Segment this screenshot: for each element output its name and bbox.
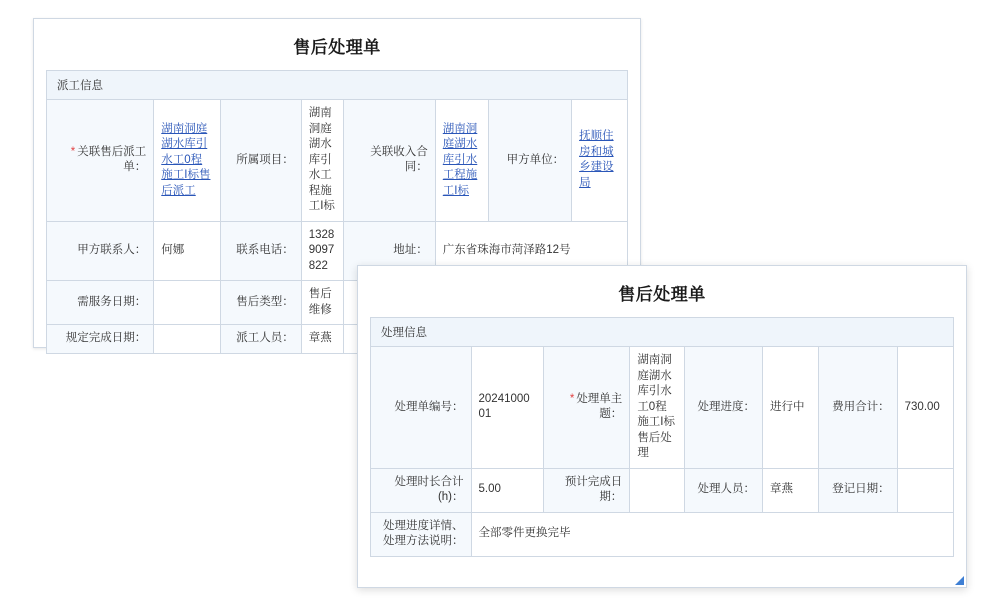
field-value-dispatch-person: 章燕 <box>301 325 343 354</box>
field-value-address: 广东省珠海市菏泽路12号 <box>435 221 627 281</box>
required-marker: * <box>70 145 76 158</box>
field-label-processing-order-no: 处理单编号： <box>371 347 472 469</box>
field-label-client-contact: 甲方联系人： <box>47 221 154 281</box>
field-value-processing-order-no: 2024100001 <box>471 347 543 469</box>
field-label-income-contract: 关联收入合同： <box>344 100 436 222</box>
table-row <box>371 347 954 469</box>
required-marker: * <box>569 392 575 405</box>
section-header-processing: 处理信息 <box>370 317 954 346</box>
field-value-client-unit <box>572 100 628 222</box>
after-sales-processing-window <box>357 265 967 588</box>
field-value-income-contract <box>435 100 489 222</box>
field-label-service-date: 需服务日期： <box>47 281 154 325</box>
client-unit-link[interactable]: 抚顺住房和城乡建设局 <box>579 130 614 189</box>
field-value-expected-finish-date <box>630 468 684 512</box>
field-label-address: 地址： <box>344 221 436 281</box>
table-row <box>371 512 954 556</box>
field-label-dispatch-person: 派工人员： <box>221 325 301 354</box>
field-value-after-sales-type: 售后维修 <box>301 281 343 325</box>
field-value-total-hours: 5.00 <box>471 468 543 512</box>
field-value-service-date <box>154 281 221 325</box>
page-title: 售后处理单 <box>293 38 381 57</box>
field-value-register-date <box>897 468 953 512</box>
window-resize-handle[interactable] <box>954 575 964 585</box>
table-row <box>371 468 954 512</box>
field-label-processing-subject: * 处理单主题： <box>543 347 629 469</box>
field-label-progress-detail: 处理进度详情、处理方法说明： <box>371 512 472 556</box>
section-header-dispatch: 派工信息 <box>46 70 628 99</box>
field-value-contact-phone: 13289097822 <box>301 221 343 281</box>
field-label-total-hours: 处理时长合计(h)： <box>371 468 472 512</box>
field-value-related-dispatch-order <box>154 100 221 222</box>
field-value-client-contact: 何娜 <box>154 221 221 281</box>
field-value-progress-detail: 全部零件更换完毕 <box>471 512 953 556</box>
field-label-client-unit: 甲方单位： <box>489 100 572 222</box>
field-label-expected-finish-date: 预计完成日期： <box>543 468 629 512</box>
related-dispatch-order-link[interactable]: 湖南洞庭湖水库引水工0程施工I标售后派工 <box>161 122 211 197</box>
field-label-register-date: 登记日期： <box>819 468 897 512</box>
field-label-project: 所属项目： <box>221 100 301 222</box>
field-label-total-cost: 费用合计： <box>819 347 897 469</box>
field-label-handler: 处理人员： <box>684 468 762 512</box>
field-label-related-dispatch-order: * 关联售后派工单： <box>47 100 154 222</box>
field-value-handler: 章燕 <box>762 468 818 512</box>
income-contract-link[interactable]: 湖南洞庭湖水库引水工程施工I标 <box>442 122 478 197</box>
field-value-project: 湖南洞庭湖水库引水工程施工I标 <box>301 100 343 222</box>
field-label-required-finish-date: 规定完成日期： <box>47 325 154 354</box>
field-value-processing-subject: 湖南洞庭湖水库引水工0程施工I标售后处理 <box>630 347 684 469</box>
processing-info-table <box>370 346 954 557</box>
field-label-contact-phone: 联系电话： <box>221 221 301 281</box>
field-label-after-sales-type: 售后类型： <box>221 281 301 325</box>
field-label-processing-progress: 处理进度： <box>684 347 762 469</box>
field-value-required-finish-date <box>154 325 221 354</box>
field-value-total-cost: 730.00 <box>897 347 953 469</box>
page-title-front: 售后处理单 <box>618 285 706 304</box>
field-value-processing-progress: 进行中 <box>762 347 818 469</box>
front-window-body <box>358 317 966 557</box>
table-row <box>47 100 628 222</box>
